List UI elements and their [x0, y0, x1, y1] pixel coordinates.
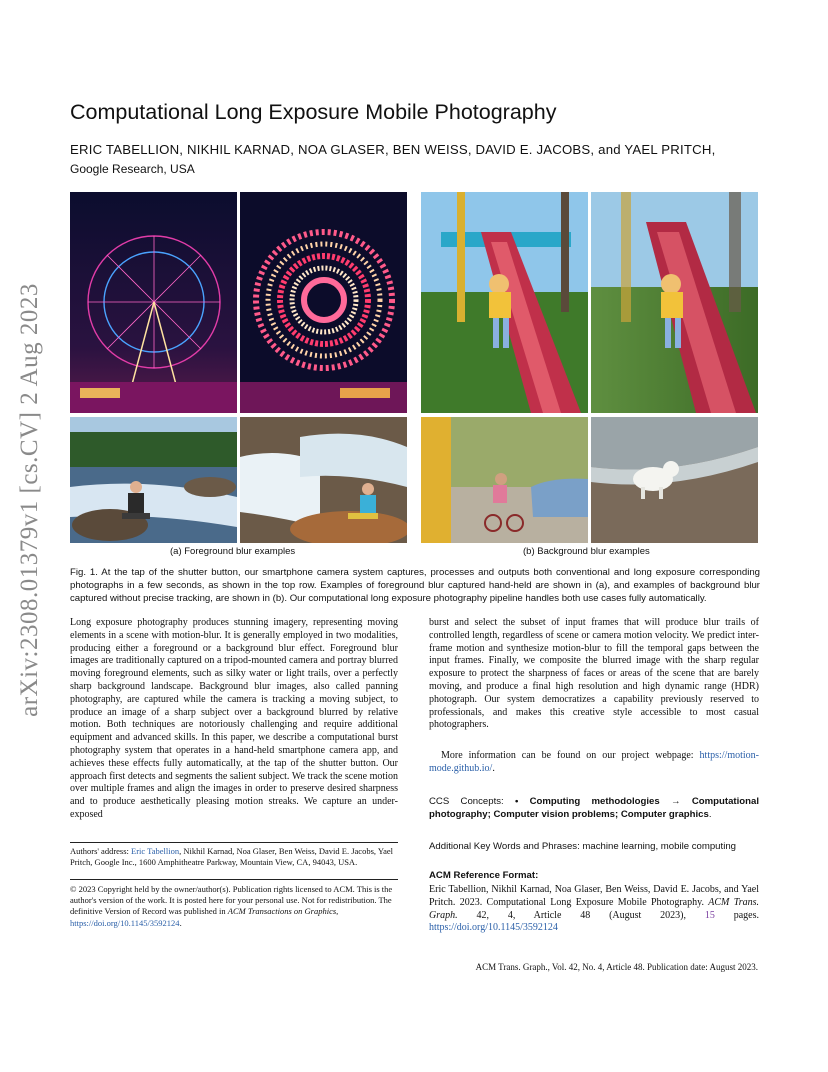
photo-ferris-wheel-sharp — [70, 192, 237, 413]
paper-title: Computational Long Exposure Mobile Photography — [70, 100, 557, 124]
photo-river-man — [70, 417, 237, 543]
keywords: Additional Key Words and Phrases: machine learning, mobile computing — [429, 841, 736, 852]
ccs-end: . — [708, 808, 712, 820]
copyright-end: . — [179, 917, 182, 928]
ref-text3: pages. — [714, 909, 759, 921]
ccs-text: • Computing methodologies → Computational photography; Computer vision problems; Computer graphics — [429, 796, 759, 820]
affiliation: Google Research, USA — [70, 162, 195, 176]
address-prefix: Authors' address: — [70, 846, 132, 856]
reference-format — [429, 884, 759, 935]
copyright-journal: ACM Transactions on Graphics — [227, 906, 337, 917]
figure-caption: Fig. 1. At the tap of the shutter button, our smartphone camera system captures, processes and outputs both conventional and long exposure corresponding photographs in a few seconds, as shown in the top row. Examples of foreground blur captured hand-held are shown in (a), and examples of background blur captured without precise tracking, are shown in (b). Our computational long exposure photography pipeline handles both use cases fully automatically. — [70, 567, 760, 604]
author-list: ERIC TABELLION, NIKHIL KARNAD, NOA GLASER, BEN WEISS, DAVID E. JACOBS, and YAEL PRITCH, — [70, 142, 716, 157]
abstract-continuation: burst and select the subset of input frames that will produce blur trails of controlled length, regardless of scene or camera motion velocity. We predict inter-frame motion and synthesize motion-blur to fill the temporal gaps between the input frames. Finally, we composite the blurred image with the sharp regular exposure to protect the sharpness of faces or areas of the scene that are barely moving, and produce a final high resolution and high dynamic range (HDR) photograph. Our system democratizes a capability previously reserved to professionals, and makes this creative style accessible to most casual photographers. — [429, 617, 759, 731]
subcaption-a: (a) Foreground blur examples — [170, 546, 296, 557]
subcaption-b: (b) Background blur examples — [523, 546, 650, 557]
abstract-left — [70, 617, 398, 822]
abstract-paragraph: Long exposure photography produces stunning imagery, representing moving elements in a scene with motion-blur. It is generally employed in two modalities, producing either a foreground or a background blur effect. Foreground blur images are traditionally captured on a tripod-mounted camera and portray blurred moving foreground elements, such as silky water or light trails, over a perfectly sharp background landscape. Background blur images, also called panning photography, are captured while the camera is tracking a moving subject, to produce an image of a sharp subject over a background blurred by relative motion. Both techniques are notoriously challenging and require additional equipment and advanced skills. In this paper, we describe a computational burst photography system that operates in a hand-held smartphone camera app, and achieves these effects fully automatically, at the tap of the shutter button. Our approach first detects and segments the salient subject. We track the scene motion over multiple frames and align the images in order to preserve desired sharpness and to produce aesthetically pleasing motion streaks. We capture an under-exposed — [70, 617, 398, 820]
more-info-end: . — [492, 762, 495, 774]
photo-waterfall-man — [240, 417, 407, 543]
address-rest: , Nikhil Karnad, Noa Glaser, Ben Weiss, David E. Jacobs, Yael Pritch, Google Inc., 1600 Amphitheatre Parkway, Mountain View, CA, 94043, USA. — [70, 846, 394, 868]
copyright-text: © 2023 Copyright held by the owner/author(s). Publication rights licensed to ACM. This is the author's version of the work. It is posted here for your personal use. Not for redistribution. The definitive Version of Record was published in — [70, 884, 393, 917]
ref-doi-link[interactable]: https://doi.org/10.1145/3592124 — [429, 922, 558, 934]
author-link[interactable]: Eric Tabellion — [131, 846, 180, 856]
photo-cyclist-car — [421, 417, 588, 543]
arxiv-sidebar-stamp — [8, 270, 52, 730]
arxiv-id: arXiv:2308.01379v1 [cs.CV] 2 Aug 2023 — [16, 283, 43, 717]
photo-dog-running — [591, 417, 758, 543]
ccs-label: CCS Concepts: — [429, 796, 515, 807]
ref-text: Eric Tabellion, Nikhil Karnad, Noa Glaser, Ben Weiss, David E. Jacobs, and Yael Pritch. 2023. Computational Long Exposure Mobile Photography. — [429, 884, 759, 908]
photo-ferris-wheel-blurred — [240, 192, 407, 413]
copyright-notice — [70, 884, 398, 929]
photo-slide-girl-blurred — [591, 192, 758, 413]
more-info — [429, 750, 759, 776]
copyright-doi-link[interactable]: https://doi.org/10.1145/3592124 — [70, 917, 180, 928]
more-info-text: More information can be found on our project webpage: — [441, 750, 700, 761]
copyright-rule — [70, 879, 398, 880]
copyright-sep: , — [336, 906, 339, 917]
ref-journal: ACM Trans. Graph. — [429, 896, 759, 921]
abstract-right — [429, 617, 759, 732]
photo-slide-girl-sharp — [421, 192, 588, 413]
page-footer: ACM Trans. Graph., Vol. 42, No. 4, Article 48. Publication date: August 2023. — [475, 962, 758, 972]
ref-text2: 42, 4, Article 48 (August 2023), — [457, 909, 705, 921]
footnote-rule — [70, 842, 398, 843]
reference-heading: ACM Reference Format: — [429, 870, 539, 881]
ccs-concepts — [429, 796, 759, 822]
ref-pages[interactable]: 15 — [704, 909, 715, 921]
authors-address — [70, 846, 398, 868]
project-webpage-link[interactable]: https://motion-mode.github.io/ — [429, 750, 759, 774]
